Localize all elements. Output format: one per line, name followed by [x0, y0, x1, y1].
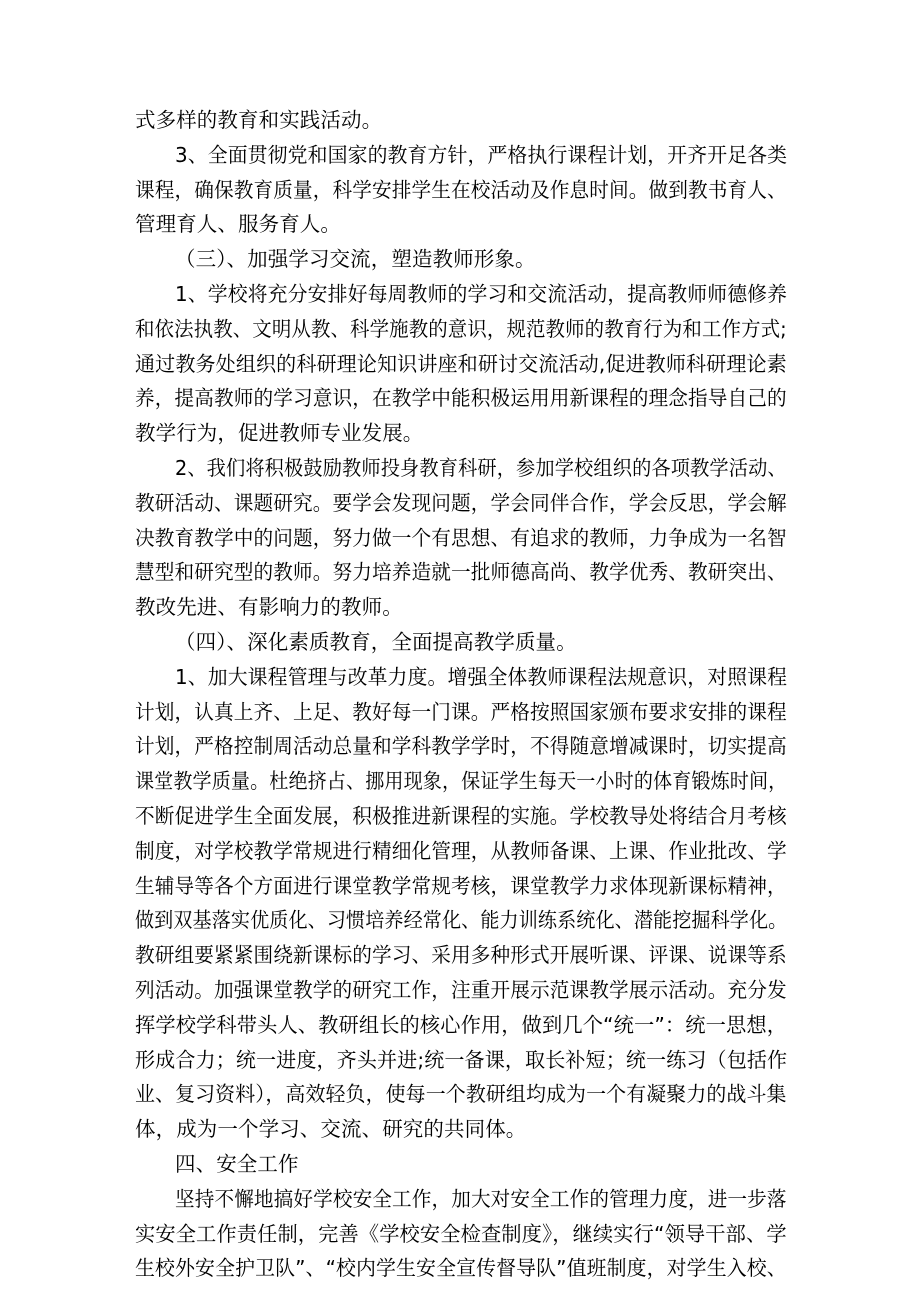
text-line: 1、加大课程管理与改革力度。增强全体教师课程法规意识，对照课程	[175, 664, 788, 689]
text-line: 制度，对学校教学常规进行精细化管理，从教师备课、上课、作业批改、学	[135, 838, 787, 863]
text-line: 教研组要紧紧围绕新课标的学习、采用多种形式开展听课、评课、说课等系	[135, 943, 787, 968]
text-line: 体，成为一个学习、交流、研究的共同体。	[135, 1117, 527, 1142]
text-line: 生辅导等各个方面进行课堂教学常规考核，课堂教学力求体现新课标精神，	[135, 873, 787, 898]
text-line: 养，提高教师的学习意识，在教学中能积极运用用新课程的理念指导自己的	[135, 386, 787, 411]
text-line: 四、安全工作	[175, 1152, 299, 1176]
text-line: 式多样的教育和实践活动。	[135, 108, 383, 132]
text-line: 计划，认真上齐、上足、教好每一门课。严格按照国家颁布要求安排的课程	[135, 699, 787, 724]
text-line: 形成合力；统一进度，齐头并进;统一备课，取长补短；统一练习（包括作	[135, 1047, 788, 1072]
text-line: 生校外安全护卫队”、“校内学生安全宣传督导队”值班制度，对学生入校、	[135, 1256, 787, 1281]
text-line: 教改先进、有影响力的教师。	[135, 595, 403, 620]
text-line: 业、复习资料），高效轻负，使每一个教研组均成为一个有凝聚力的战斗集	[135, 1082, 787, 1107]
text-line: 和依法执教、文明从教、科学施教的意识，规范教师的教育行为和工作方式;	[135, 316, 787, 341]
text-line: 课堂教学质量。杜绝挤占、挪用现象，保证学生每天一小时的体育锻炼时间，	[135, 769, 788, 794]
text-line: 不断促进学生全面发展，积极推进新课程的实施。学校教导处将结合月考核	[135, 804, 787, 828]
text-line: 决教育教学中的问题，努力做一个有思想、有追求的教师，力争成为一名智	[135, 525, 787, 550]
text-line: 计划，严格控制周活动总量和学科教学学时，不得随意增减课时，切实提高	[135, 734, 787, 759]
text-line: 慧型和研究型的教师。努力培养造就一批师德高尚、教学优秀、教研突出、	[135, 560, 787, 585]
text-line: 列活动。加强课堂教学的研究工作，注重开展示范课教学展示活动。充分发	[135, 978, 787, 1002]
text-line: 2、我们将积极鼓励教师投身教育科研，参加学校组织的各项教学活动、	[175, 456, 787, 480]
text-line: 3、全面贯彻党和国家的教育方针，严格执行课程计划，开齐开足各类	[175, 142, 788, 167]
text-line: 1、学校将充分安排好每周教师的学习和交流活动，提高教师师德修养	[175, 282, 788, 306]
text-line: 管理育人、服务育人。	[135, 212, 341, 237]
text-line: 教研活动、课题研究。要学会发现问题，学会同伴合作，学会反思，学会解	[135, 490, 787, 515]
text-line: 坚持不懈地搞好学校安全工作，加大对安全工作的管理力度，进一步落	[175, 1186, 787, 1211]
text-line: 教学行为，促进教师专业发展。	[135, 421, 424, 446]
text-line: 课程，确保教育质量，科学安排学生在校活动及作息时间。做到教书育人、	[135, 177, 787, 202]
text-line: 通过教务处组织的科研理论知识讲座和研讨交流活动,促进教师科研理论素	[135, 351, 787, 376]
text-line: （三）、加强学习交流，塑造教师形象。	[175, 247, 536, 272]
text-line: 挥学校学科带头人、教研组长的核心作用，做到几个“统一”：统一思想，	[135, 1012, 788, 1037]
text-line: 实安全工作责任制，完善《学校安全检查制度》，继续实行“领导干部、学	[135, 1221, 787, 1246]
text-line: （四）、深化素质教育，全面提高教学质量。	[175, 630, 577, 654]
text-line: 做到双基落实优质化、习惯培养经常化、能力训练系统化、潜能挖掘科学化。	[135, 908, 788, 933]
